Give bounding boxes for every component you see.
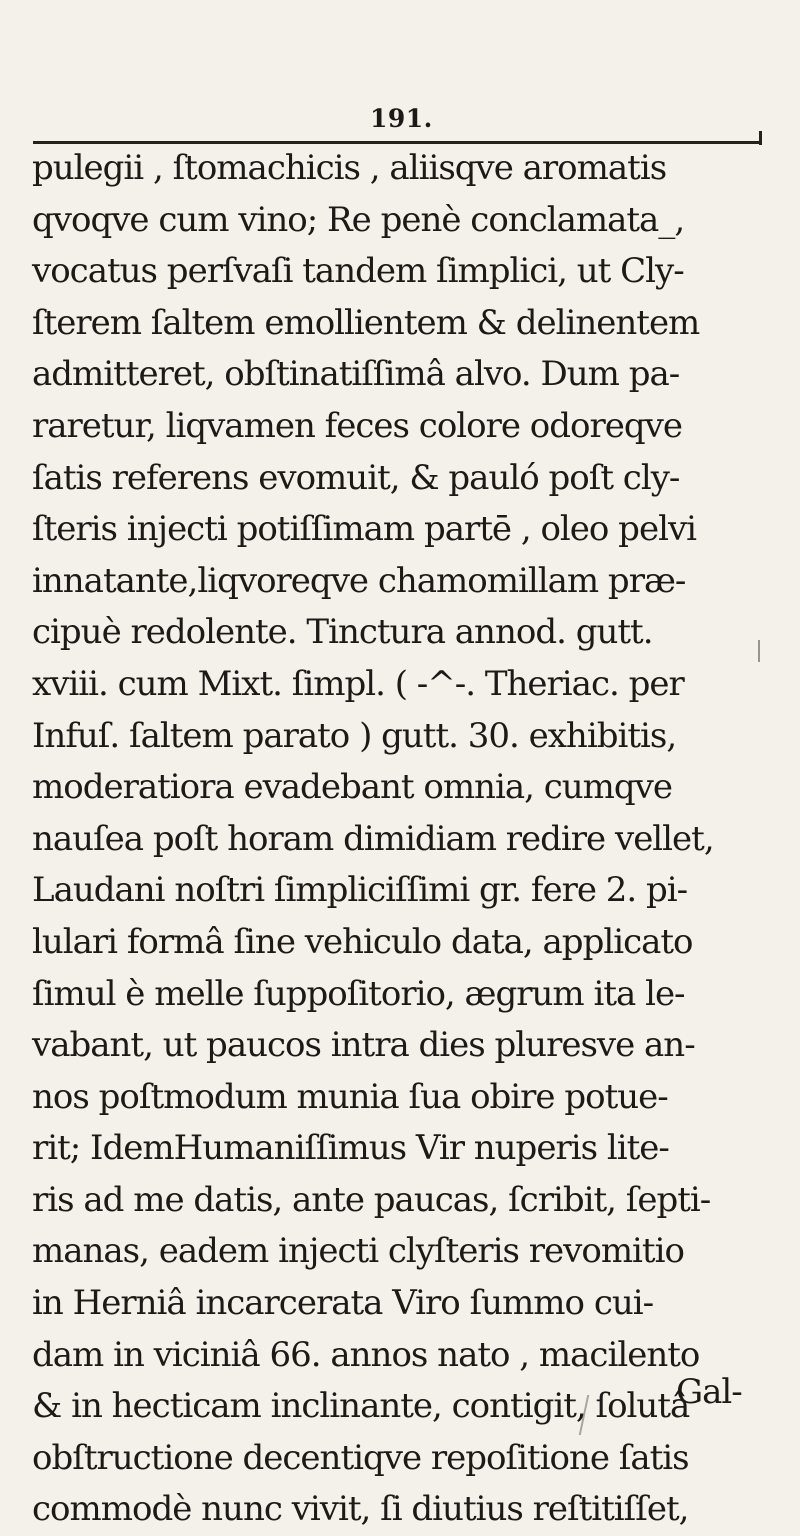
text-line: cipuè redolente. Tinctura annod. gutt. [32,612,653,653]
text-line: admitteret, obſtinatiſſimâ alvo. Dum pa- [32,354,680,395]
page-number: 191. [370,104,433,133]
text-line: innatante,liqvoreqve chamomillam præ- [32,560,686,601]
text-line: ſimul è melle ſuppoſitorio, ægrum ita le- [32,973,685,1014]
text-line: nos poſtmodum munia ſua obire potue- [32,1076,668,1117]
margin-mark [758,640,760,662]
text-line: vabant, ut paucos intra dies pluresve an- [32,1025,695,1066]
text-line: pulegii , ſtomachicis , aliisqve aromatis [32,148,667,188]
text-line: & in hecticam inclinante, contigit, ſolutâ [32,1386,690,1427]
text-line: manas, eadem injecti clyſteris revomitio [32,1231,684,1272]
text-line: nauſea poſt horam dimidiam redire vellet, [32,818,714,859]
text-line: ris ad me datis, ante paucas, ſcribit, ſepti- [32,1179,711,1220]
text-line: raretur, liqvamen feces colore odoreqve [32,405,682,446]
text-line: in Herniâ incarcerata Viro ſummo cui- [32,1283,654,1324]
text-line: qvoqve cum vino; Re penè conclamata_, [32,199,685,240]
text-line: Infuſ. ſaltem parato ) gutt. 30. exhibitis, [32,715,677,756]
text-line: commodè nunc vivit, ſi diutius reſtitiſſet, [32,1489,689,1530]
text-line: moderatiora evadebant omnia, cumqve [32,767,672,808]
text-line: ſatis referens evomuit, & pauló poſt cly- [32,457,680,498]
text-line: ſteris injecti potiſſimam partē , oleo pelvi [32,509,697,550]
text-line: rit; IdemHumaniſſimus Vir nuperis lite- [32,1128,669,1169]
text-line: xviii. cum Mixt. ſimpl. ( -^-. Theriac. per [32,663,684,704]
body-text [32,143,777,1536]
text-line: lulari formâ ſine vehiculo data, applicato [32,921,693,962]
text-line: ſterem ſaltem emollientem & delinentem [32,302,700,343]
text-line: Laudani noſtri ſimpliciſſimi gr. fere 2. pi- [32,870,688,911]
catchword: Gal- [676,1372,742,1412]
text-line: obſtructione decentiqve repoſitione ſatis [32,1437,689,1478]
text-line: vocatus perſvaſi tandem ſimplici, ut Cly- [32,251,684,292]
text-line: dam in viciniâ 66. annos nato , macilento [32,1334,700,1375]
